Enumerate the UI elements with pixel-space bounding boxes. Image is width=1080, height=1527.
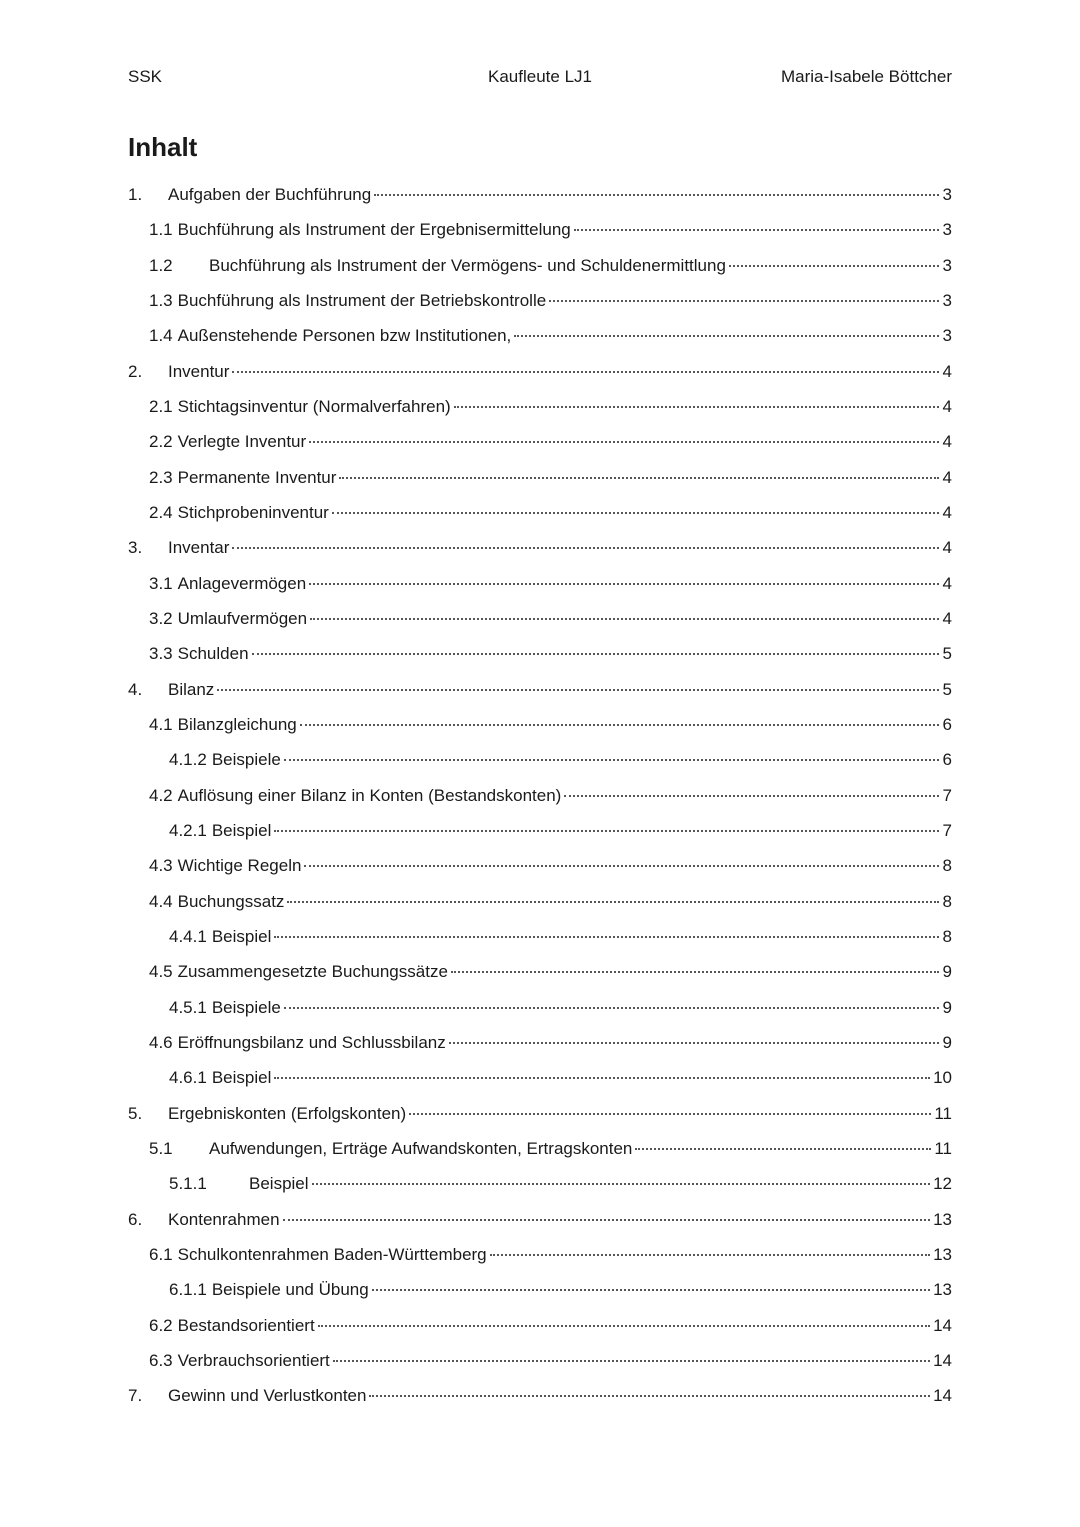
toc-leader <box>287 901 939 903</box>
toc-title: Beispiel <box>249 1174 309 1194</box>
toc-entry[interactable] <box>128 424 952 459</box>
page-header <box>128 64 952 90</box>
toc-number: 6.1 <box>149 1244 173 1264</box>
toc-entry[interactable] <box>128 884 952 919</box>
toc-page: 8 <box>942 891 952 911</box>
toc-leader <box>309 441 939 443</box>
toc-page: 14 <box>933 1350 952 1370</box>
toc-title: Bilanz <box>168 679 215 699</box>
toc-page: 13 <box>933 1244 952 1264</box>
toc-title: Verlegte Inventur <box>177 432 307 452</box>
toc-page: 14 <box>933 1315 952 1335</box>
toc-number: 1.1 <box>149 220 173 240</box>
toc-leader <box>514 335 939 337</box>
toc-entry[interactable] <box>128 707 952 742</box>
toc-leader <box>409 1113 931 1115</box>
toc-entry[interactable] <box>128 248 952 283</box>
toc-title: Umlaufvermögen <box>177 608 308 628</box>
toc-number: 4.1 <box>149 714 173 734</box>
toc-title: Beispiel <box>211 820 272 840</box>
toc-page: 8 <box>942 926 952 946</box>
toc-title: Verbrauchsorientiert <box>177 1350 330 1370</box>
toc-entry[interactable] <box>128 318 952 353</box>
toc-leader <box>564 795 939 797</box>
toc-leader <box>232 547 939 549</box>
toc-page: 11 <box>934 1138 952 1158</box>
toc-title: Beispiele und Übung <box>211 1280 369 1300</box>
toc-leader <box>318 1325 930 1327</box>
toc-entry[interactable] <box>128 1131 952 1166</box>
toc-page: 3 <box>942 185 952 204</box>
toc-leader <box>309 583 939 585</box>
toc-page: 12 <box>933 1174 952 1194</box>
toc-page: 14 <box>933 1386 952 1406</box>
toc-number: 3. <box>128 538 143 558</box>
toc-page: 4 <box>942 467 952 487</box>
toc-leader <box>374 194 939 196</box>
toc-leader <box>217 689 939 691</box>
toc-leader <box>300 724 939 726</box>
toc-page: 9 <box>942 962 952 982</box>
toc-page: 3 <box>942 255 952 275</box>
toc-title: Schulden <box>177 644 249 664</box>
toc-title: Buchführung als Instrument der Ergebnisermittelung <box>177 220 571 240</box>
toc-entry[interactable] <box>128 283 952 318</box>
toc-title: Schulkontenrahmen Baden-Württemberg <box>177 1244 487 1264</box>
toc-entry[interactable] <box>128 848 952 883</box>
toc-leader <box>449 1042 939 1044</box>
toc-page: 4 <box>942 396 952 416</box>
toc-entry[interactable] <box>128 495 952 530</box>
toc-page: 4 <box>942 502 952 522</box>
table-of-contents <box>128 177 952 1413</box>
toc-leader <box>284 759 939 761</box>
toc-number: 2. <box>128 361 143 381</box>
toc-leader <box>372 1289 930 1291</box>
toc-number: 6.3 <box>149 1350 173 1370</box>
toc-number: 5. <box>128 1103 143 1123</box>
toc-title: Außenstehende Personen bzw Institutionen, <box>177 326 512 346</box>
toc-number: 4.4.1 <box>169 926 207 946</box>
toc-entry[interactable] <box>128 1378 952 1413</box>
toc-page: 5 <box>942 679 952 699</box>
toc-number: 3.2 <box>149 608 173 628</box>
toc-title: Beispiel <box>211 1068 272 1088</box>
toc-page: 4 <box>942 608 952 628</box>
toc-page: 3 <box>942 220 952 240</box>
toc-number: 4.6 <box>149 1032 173 1052</box>
toc-entry[interactable] <box>128 212 952 247</box>
toc-entry[interactable] <box>128 354 952 389</box>
toc-title: Inventur <box>168 361 230 381</box>
toc-title: Aufgaben der Buchführung <box>168 185 372 204</box>
toc-page: 13 <box>933 1209 952 1229</box>
toc-leader <box>312 1183 931 1185</box>
toc-number: 4.4 <box>149 891 173 911</box>
toc-page: 4 <box>942 573 952 593</box>
toc-leader <box>574 229 939 231</box>
toc-leader <box>274 936 939 938</box>
toc-title: Auflösung einer Bilanz in Konten (Bestandskonten) <box>177 785 562 805</box>
toc-leader <box>332 512 939 514</box>
toc-number: 4. <box>128 679 143 699</box>
toc-number: 3.1 <box>149 573 173 593</box>
toc-entry[interactable] <box>128 1237 952 1272</box>
toc-title: Kontenrahmen <box>168 1209 280 1229</box>
toc-leader <box>369 1395 930 1397</box>
toc-entry[interactable] <box>128 460 952 495</box>
toc-number: 5.1.1 <box>169 1174 207 1194</box>
toc-page: 3 <box>942 290 952 310</box>
toc-entry[interactable] <box>128 1202 952 1237</box>
toc-page: 7 <box>942 820 952 840</box>
toc-entry[interactable] <box>128 1096 952 1131</box>
toc-number: 4.6.1 <box>169 1068 207 1088</box>
page-title: Inhalt <box>128 132 198 162</box>
toc-number: 7. <box>128 1386 143 1406</box>
toc-title: Buchführung als Instrument der Betriebskontrolle <box>177 290 547 310</box>
toc-number: 1.4 <box>149 326 173 346</box>
toc-title: Beispiele <box>211 750 281 770</box>
toc-number: 4.5.1 <box>169 997 207 1017</box>
header-right: Maria-Isabele Böttcher <box>780 67 952 86</box>
toc-leader <box>232 371 939 373</box>
toc-leader <box>333 1360 930 1362</box>
toc-page: 8 <box>942 856 952 876</box>
toc-title: Bilanzgleichung <box>177 714 297 734</box>
toc-page: 5 <box>942 644 952 664</box>
toc-title: Inventar <box>168 538 230 558</box>
toc-page: 6 <box>942 714 952 734</box>
toc-page: 13 <box>933 1280 952 1300</box>
toc-leader <box>284 1007 939 1009</box>
toc-entry[interactable] <box>128 566 952 601</box>
toc-number: 2.3 <box>149 467 173 487</box>
toc-number: 1. <box>128 185 143 204</box>
toc-number: 6. <box>128 1209 143 1229</box>
toc-title: Permanente Inventur <box>177 467 337 487</box>
toc-page: 6 <box>942 750 952 770</box>
toc-entry[interactable] <box>128 1272 952 1307</box>
toc-number: 3.3 <box>149 644 173 664</box>
toc-entry[interactable] <box>128 1060 952 1095</box>
toc-number: 1.2 <box>149 255 173 275</box>
toc-entry[interactable] <box>128 177 952 212</box>
toc-entry[interactable] <box>128 919 952 954</box>
toc-number: 5.1 <box>149 1138 173 1158</box>
toc-entry[interactable] <box>128 742 952 777</box>
toc-entry[interactable] <box>128 990 952 1025</box>
toc-leader <box>283 1219 931 1221</box>
toc-leader <box>451 971 939 973</box>
toc-entry[interactable] <box>128 813 952 848</box>
toc-entry[interactable] <box>128 601 952 636</box>
toc-number: 6.1.1 <box>169 1280 207 1300</box>
toc-number: 2.1 <box>149 396 173 416</box>
toc-page: 9 <box>942 997 952 1017</box>
toc-title: Zusammengesetzte Buchungssätze <box>177 962 448 982</box>
toc-title: Stichprobeninventur <box>177 502 329 522</box>
toc-page: 10 <box>933 1068 952 1088</box>
toc-title: Gewinn und Verlustkonten <box>168 1386 367 1406</box>
toc-title: Beispiele <box>211 997 281 1017</box>
toc-entry[interactable] <box>128 389 952 424</box>
toc-entry[interactable] <box>128 954 952 989</box>
toc-entry[interactable] <box>128 1343 952 1378</box>
toc-entry[interactable] <box>128 530 952 565</box>
toc-leader <box>454 406 939 408</box>
toc-title: Buchungssatz <box>177 891 285 911</box>
toc-leader <box>304 865 939 867</box>
toc-leader <box>252 653 939 655</box>
toc-number: 4.1.2 <box>169 750 207 770</box>
toc-leader <box>729 265 939 267</box>
toc-title: Buchführung als Instrument der Vermögens- und Schuldenermittlung <box>209 255 726 275</box>
header-left: SSK <box>128 67 163 86</box>
toc-leader <box>339 477 939 479</box>
toc-page: 3 <box>942 326 952 346</box>
toc-title: Stichtagsinventur (Normalverfahren) <box>177 396 451 416</box>
toc-entry[interactable] <box>128 672 952 707</box>
toc-leader <box>274 830 939 832</box>
toc-number: 2.2 <box>149 432 173 452</box>
toc-entry[interactable] <box>128 1308 952 1343</box>
toc-leader <box>274 1077 930 1079</box>
toc-number: 4.2 <box>149 785 173 805</box>
toc-leader <box>549 300 939 302</box>
header-center: Kaufleute LJ1 <box>488 67 592 86</box>
toc-number: 2.4 <box>149 502 173 522</box>
toc-title: Aufwendungen, Erträge Aufwandskonten, Ertragskonten <box>209 1138 633 1158</box>
toc-title: Eröffnungsbilanz und Schlussbilanz <box>177 1032 446 1052</box>
toc-page: 4 <box>942 538 952 558</box>
toc-entry[interactable] <box>128 778 952 813</box>
toc-title: Wichtige Regeln <box>177 856 302 876</box>
toc-title: Anlagevermögen <box>177 573 307 593</box>
toc-number: 6.2 <box>149 1315 173 1335</box>
toc-leader <box>635 1148 931 1150</box>
toc-entry[interactable] <box>128 636 952 671</box>
toc-title: Beispiel <box>211 926 272 946</box>
toc-number: 4.3 <box>149 856 173 876</box>
toc-number: 4.5 <box>149 962 173 982</box>
toc-entry[interactable] <box>128 1025 952 1060</box>
toc-leader <box>490 1254 930 1256</box>
toc-page: 11 <box>934 1103 952 1123</box>
toc-leader <box>310 618 939 620</box>
toc-entry[interactable] <box>128 1166 952 1201</box>
toc-number: 1.3 <box>149 290 173 310</box>
toc-page: 4 <box>942 432 952 452</box>
toc-page: 4 <box>942 361 952 381</box>
toc-number: 4.2.1 <box>169 820 207 840</box>
toc-title: Bestandsorientiert <box>177 1315 315 1335</box>
toc-page: 7 <box>942 785 952 805</box>
toc-title: Ergebniskonten (Erfolgskonten) <box>168 1103 407 1123</box>
toc-page: 9 <box>942 1032 952 1052</box>
